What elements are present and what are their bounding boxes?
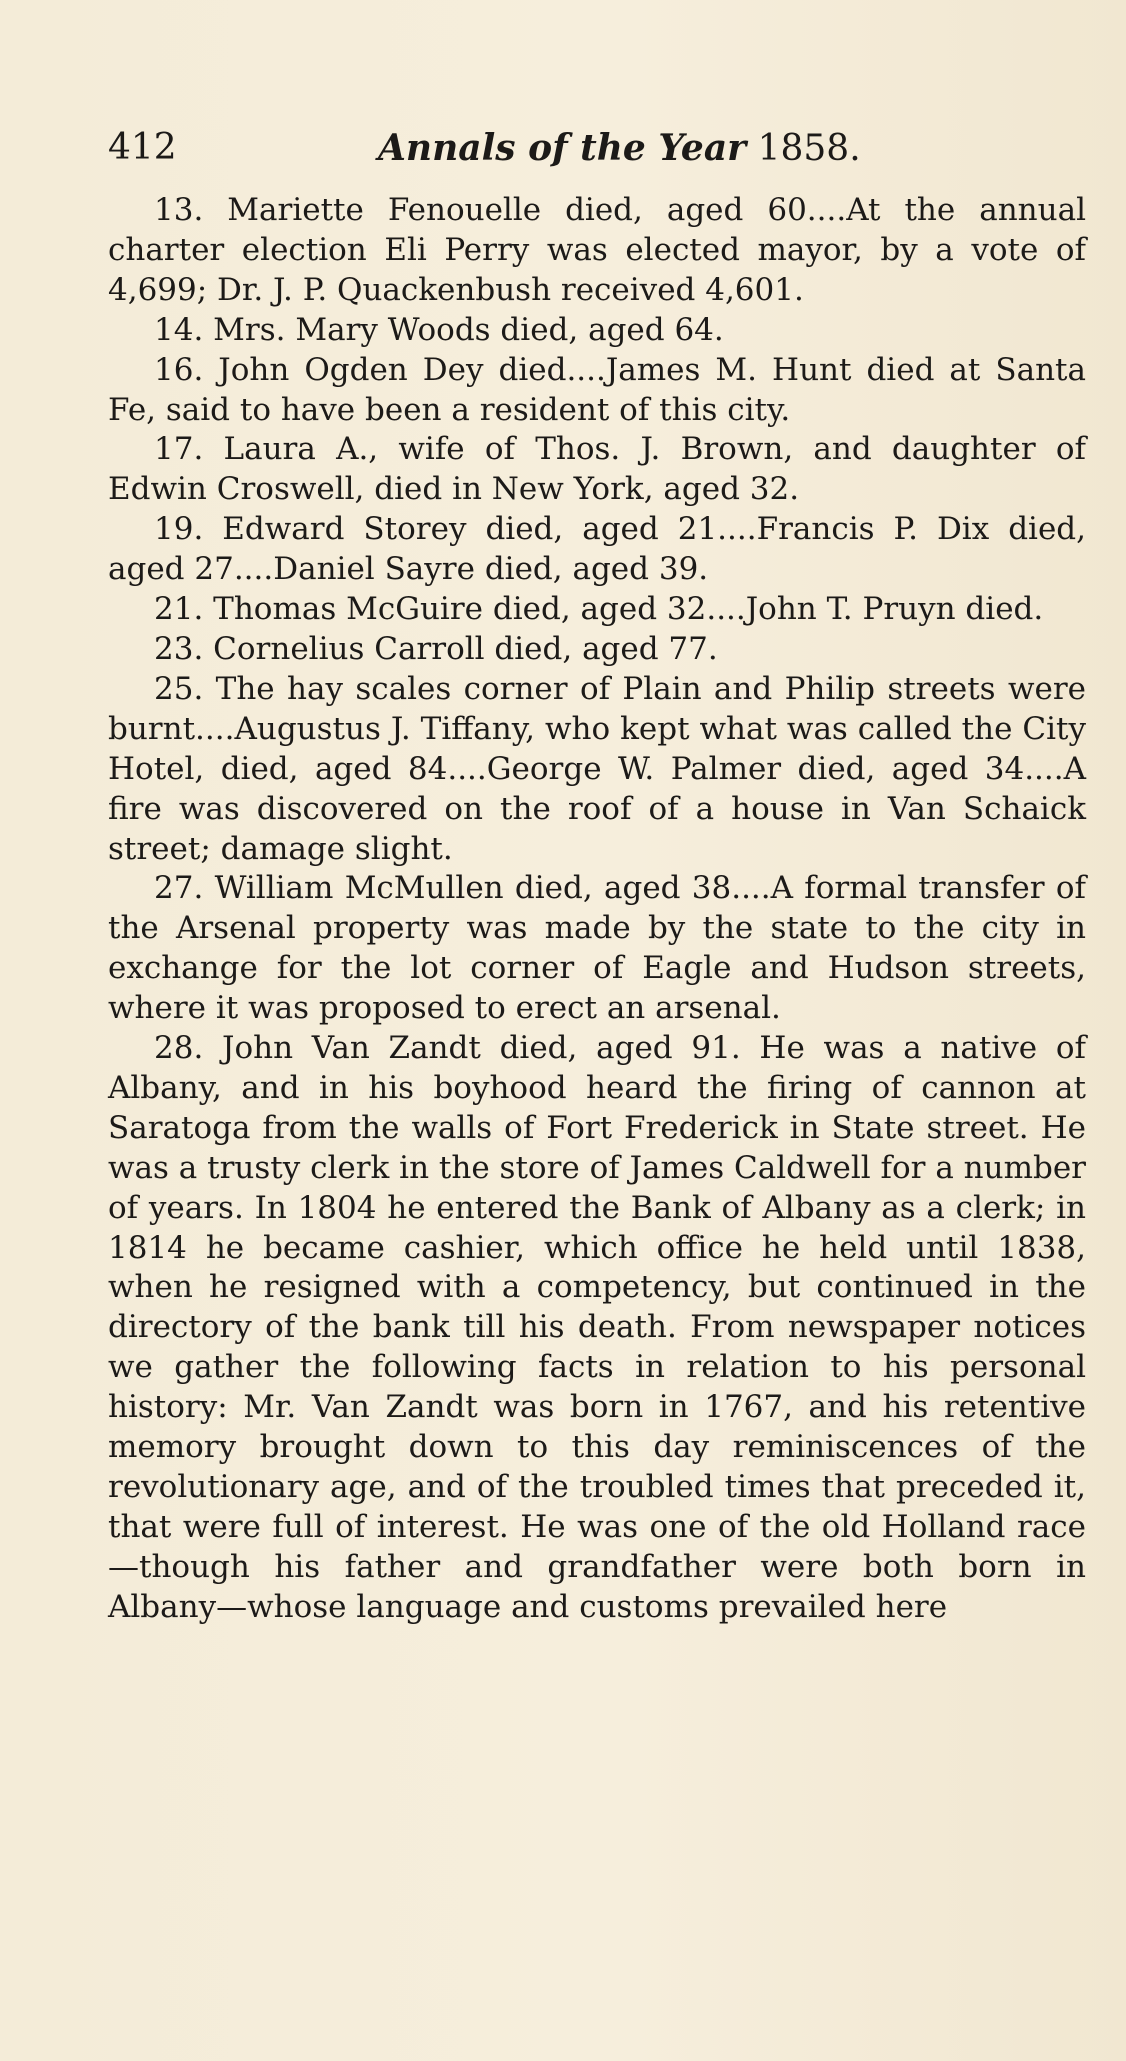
entry-21: 21. Thomas McGuire died, aged 32....John T. Pruyn died. — [154, 591, 1044, 628]
entry-27: 27. William McMullen died, aged 38....A formal transfer of the Arsenal property was made by the state to the city in exchange for the lot corner of Eagle and Hudson streets, where it was proposed to erect an arsenal. — [108, 870, 1086, 1027]
page-header — [108, 128, 1088, 168]
entry-13: 13. Mariette Fenouelle died, aged 60....At the annual charter election Eli Perry was elected mayor, by a vote of 4,699; Dr. J. P. Quackenbush received 4,601. — [108, 192, 1086, 308]
entry-17: 17. Laura A., wife of Thos. J. Brown, and daughter of Edwin Croswell, died in New York, aged 32. — [108, 431, 1086, 508]
entry-19: 19. Edward Storey died, aged 21....Francis P. Dix died, aged 27....Daniel Sayre died, aged 39. — [108, 511, 1086, 588]
running-title — [378, 128, 861, 169]
entry-14: 14. Mrs. Mary Woods died, aged 64. — [154, 311, 724, 348]
running-title-year: 1858. — [757, 128, 861, 169]
entry-23: 23. Cornelius Carroll died, aged 77. — [154, 630, 718, 667]
entry-25: 25. The hay scales corner of Plain and Philip streets were burnt....Augustus J. Tiffany, who kept what was called the City Hotel, died, aged 84....George W. Palmer died, aged 34....A fire was discovered on the roof of a house in Van Schaick street; damage slight. — [108, 670, 1086, 867]
body-text — [108, 191, 1086, 1628]
running-title-italic: Annals of the Year — [378, 127, 747, 169]
entry-16: 16. John Ogden Dey died....James M. Hunt died at Santa Fe, said to have been a resident of this city. — [108, 351, 1086, 428]
page-number: 412 — [108, 127, 177, 168]
entry-28: 28. John Van Zandt died, aged 91. He was a native of Albany, and in his boyhood heard the firing of cannon at Saratoga from the walls of Fort Frederick in State street. He was a trusty clerk in the store of James Caldwell for a number of years. In 1804 he entered the Bank of Albany as a clerk; in 1814 he became cashier, which office he held until 1838, when he resigned with a competency, but continued in the directory of the bank till his death. From newspaper notices we gather the following facts in relation to his personal history: Mr. Van Zandt was born in 1767, and his retentive memory brought down to this day reminiscences of the revolutionary age, and of the troubled times that preceded it, that were full of interest. He was one of the old Holland race—though his father and grandfather were both born in Albany—whose language and customs prevailed here — [108, 1030, 1086, 1625]
